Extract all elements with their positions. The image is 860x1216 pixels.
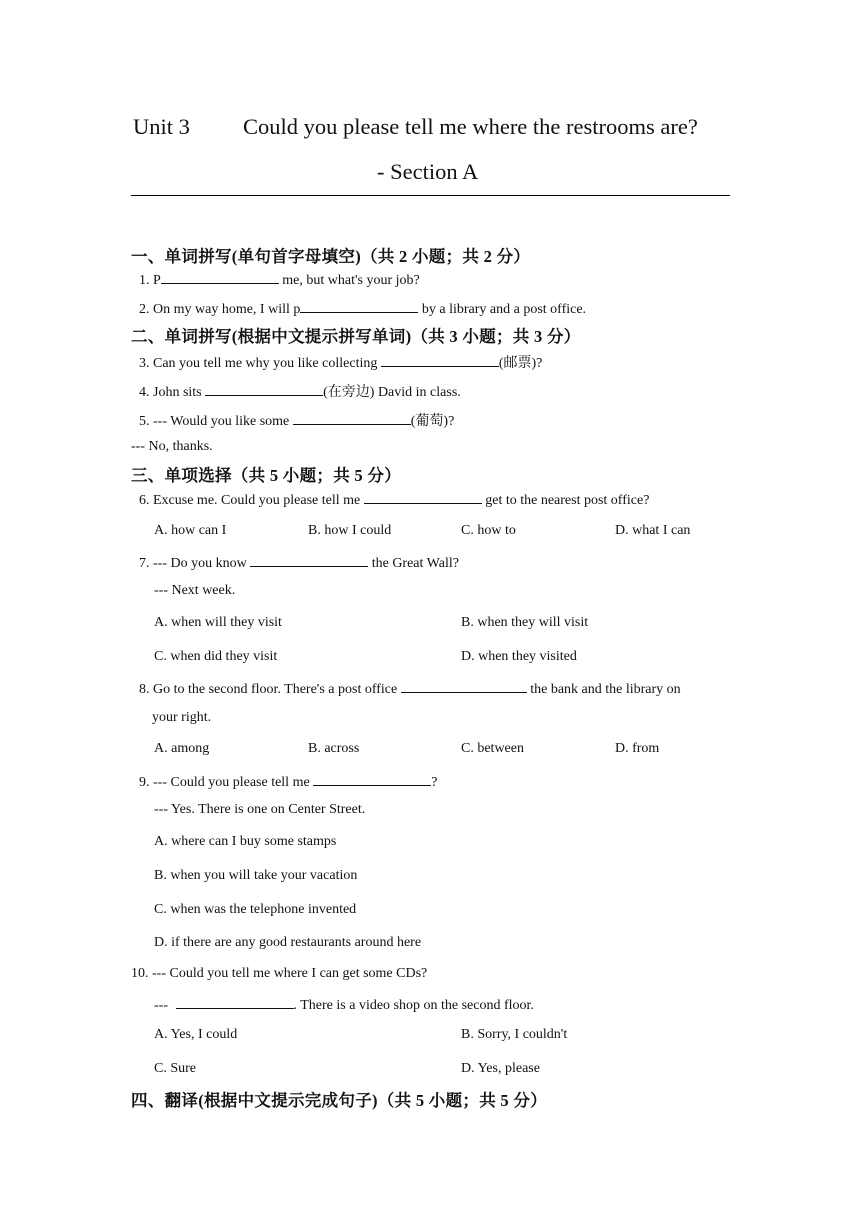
question-text: (邮票)? bbox=[498, 356, 543, 371]
question-7-reply: --- Next week. bbox=[154, 583, 236, 598]
question-5-reply: --- No, thanks. bbox=[131, 439, 213, 454]
option-d[interactable]: D. if there are any good restaurants around here bbox=[154, 935, 422, 950]
question-text: . There is a video shop on the second floor. bbox=[293, 998, 534, 1013]
option-a[interactable]: A. among bbox=[154, 741, 210, 756]
option-b[interactable]: B. across bbox=[308, 741, 360, 756]
option-b[interactable]: B. Sorry, I couldn't bbox=[461, 1027, 568, 1042]
question-text: get to the nearest post office? bbox=[481, 493, 650, 508]
question-text: (葡萄)? bbox=[410, 414, 455, 429]
option-c[interactable]: C. when did they visit bbox=[154, 649, 278, 664]
option-c[interactable]: C. between bbox=[461, 741, 524, 756]
option-d[interactable]: D. from bbox=[615, 741, 660, 756]
question-8 bbox=[139, 680, 681, 698]
question-text: 1. P bbox=[139, 273, 161, 288]
question-text: the Great Wall? bbox=[368, 556, 459, 571]
section-heading-2: 二、单词拼写(根据中文提示拼写单词)（共 3 小题；共 3 分） bbox=[131, 327, 581, 346]
answer-blank[interactable] bbox=[176, 996, 294, 1009]
question-text: 4. John sits bbox=[139, 385, 206, 400]
question-text: me, but what's your job? bbox=[278, 273, 420, 288]
section-heading-4: 四、翻译(根据中文提示完成句子)（共 5 小题；共 5 分） bbox=[131, 1091, 547, 1110]
option-d[interactable]: D. what I can bbox=[615, 523, 691, 538]
question-text: 6. Excuse me. Could you please tell me bbox=[139, 493, 364, 508]
option-a[interactable]: A. how can I bbox=[154, 523, 227, 538]
question-3 bbox=[139, 352, 542, 372]
answer-blank[interactable] bbox=[313, 773, 431, 786]
question-text: 2. On my way home, I will p bbox=[139, 302, 301, 317]
answer-blank[interactable] bbox=[300, 300, 418, 313]
option-a[interactable]: A. when will they visit bbox=[154, 615, 282, 630]
section-label: - Section A bbox=[377, 159, 479, 184]
question-6 bbox=[139, 491, 649, 509]
option-a[interactable]: A. Yes, I could bbox=[154, 1027, 238, 1042]
question-text: ? bbox=[431, 775, 438, 790]
question-text: 7. --- Do you know bbox=[139, 556, 251, 571]
option-d[interactable]: D. when they visited bbox=[461, 649, 577, 664]
answer-blank[interactable] bbox=[381, 354, 499, 367]
unit-label: Unit 3 bbox=[133, 114, 190, 139]
question-7 bbox=[139, 554, 459, 572]
question-9 bbox=[139, 773, 437, 791]
question-10: 10. --- Could you tell me where I can get some CDs? bbox=[131, 966, 428, 981]
option-d[interactable]: D. Yes, please bbox=[461, 1061, 540, 1076]
title-divider bbox=[131, 195, 730, 196]
answer-blank[interactable] bbox=[364, 491, 482, 504]
answer-blank[interactable] bbox=[250, 554, 368, 567]
question-9-reply: --- Yes. There is one on Center Street. bbox=[154, 802, 366, 817]
option-a[interactable]: A. where can I buy some stamps bbox=[154, 834, 337, 849]
question-5 bbox=[139, 410, 454, 430]
option-c[interactable]: C. how to bbox=[461, 523, 516, 538]
option-b[interactable]: B. when they will visit bbox=[461, 615, 589, 630]
question-8-continued: your right. bbox=[152, 710, 212, 725]
option-c[interactable]: C. Sure bbox=[154, 1061, 196, 1076]
option-c[interactable]: C. when was the telephone invented bbox=[154, 902, 357, 917]
answer-blank[interactable] bbox=[161, 271, 279, 284]
title-text: Could you please tell me where the restrooms are? bbox=[243, 114, 698, 139]
section-heading-3: 三、单项选择（共 5 小题；共 5 分） bbox=[131, 466, 401, 485]
question-text: 5. --- Would you like some bbox=[139, 414, 293, 429]
answer-blank[interactable] bbox=[401, 680, 527, 693]
option-b[interactable]: B. when you will take your vacation bbox=[154, 868, 358, 883]
question-text: by a library and a post office. bbox=[418, 302, 587, 317]
question-2 bbox=[139, 300, 586, 318]
option-b[interactable]: B. how I could bbox=[308, 523, 392, 538]
question-10-reply bbox=[154, 996, 534, 1014]
question-text: 3. Can you tell me why you like collecting bbox=[139, 356, 381, 371]
section-heading-1: 一、单词拼写(单句首字母填空)（共 2 小题；共 2 分） bbox=[131, 247, 531, 266]
answer-blank[interactable] bbox=[205, 383, 323, 396]
question-text: 9. --- Could you please tell me bbox=[139, 775, 314, 790]
question-4 bbox=[139, 381, 461, 401]
question-text: the bank and the library on bbox=[526, 682, 681, 697]
question-text: 8. Go to the second floor. There's a post office bbox=[139, 682, 401, 697]
question-1 bbox=[139, 271, 420, 289]
question-text: --- bbox=[154, 998, 172, 1013]
answer-blank[interactable] bbox=[293, 412, 411, 425]
question-text: (在旁边) David in class. bbox=[323, 385, 461, 400]
